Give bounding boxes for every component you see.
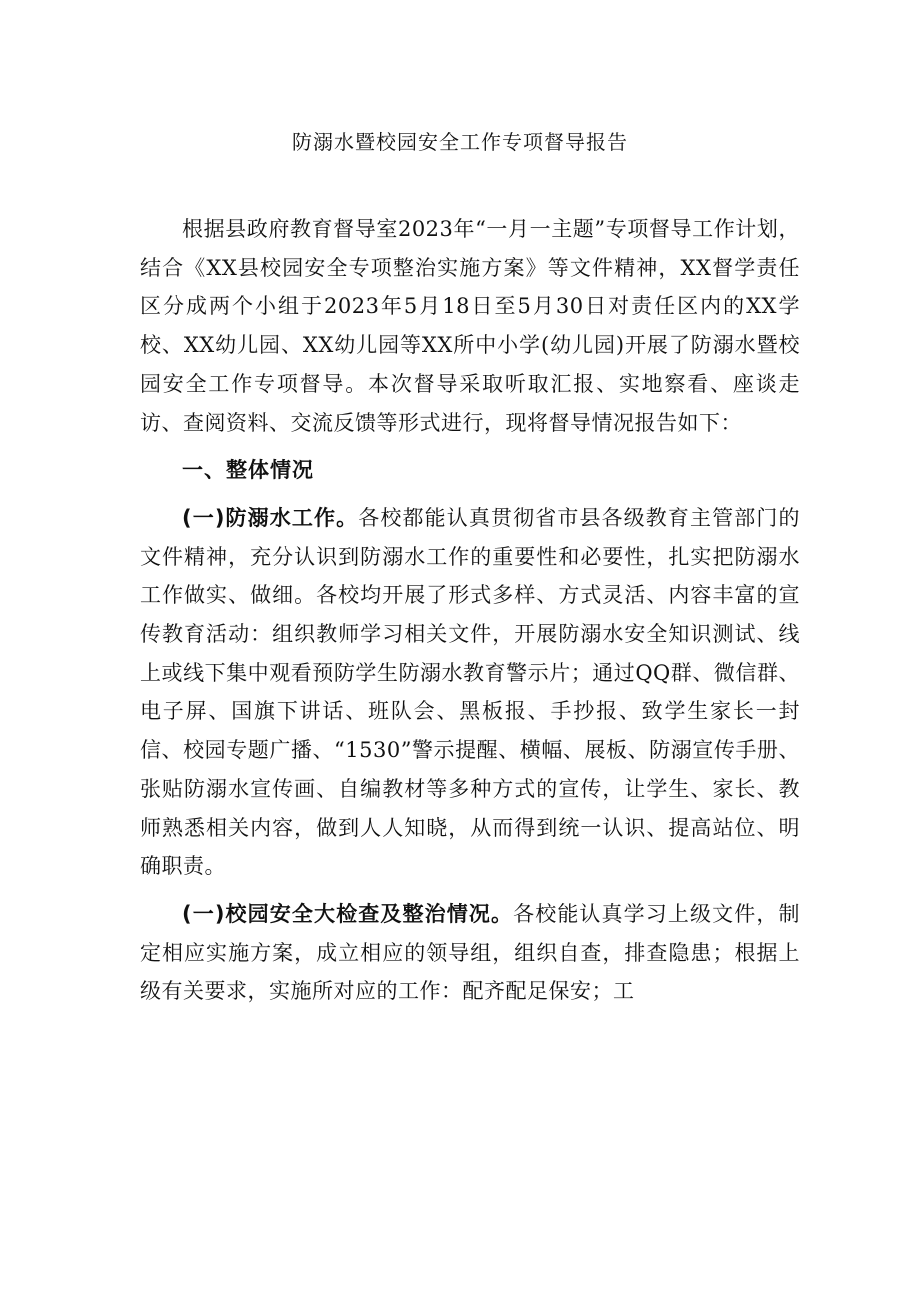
section-heading-overall: 一、整体情况: [182, 458, 314, 483]
paragraph-spacer: [140, 442, 800, 451]
item-drowning-prevention: [140, 499, 800, 886]
paragraph-spacer: [140, 886, 800, 895]
item-text-drowning: 各校都能认真贯彻省市县各级教育主管部门的文件精神，充分认识到防溺水工作的重要性和必要性，扎实把防溺水工作做实、做细。各校均开展了形式多样、方式灵活、内容丰富的宣传教育活动：组织教师学习相关文件，开展防溺水安全知识测试、线上或线下集中观看预防学生防溺水教育警示片；通过QQ群、微信群、电子屏、国旗下讲话、班队会、黑板报、手抄报、致学生家长一封信、校园专题广播、“1530”警示提醒、横幅、展板、防溺宣传手册、张贴防溺水宣传画、自编教材等多种方式的宣传，让学生、家长、教师熟悉相关内容，做到人人知晓，从而得到统一认识、提高站位、明确职责。: [140, 505, 801, 879]
item-lead-drowning: (一)防溺水工作。: [182, 505, 359, 530]
document-title: 防溺水暨校园安全工作专项督导报告: [292, 130, 628, 154]
item-text-campus-safety: 各校能认真学习上级文件，制定相应实施方案，成立相应的领导组，组织自查，排查隐患；根据上级有关要求，实施所对应的工作：配齐配足保安；工: [140, 901, 800, 1004]
paragraph-spacer: [140, 490, 800, 499]
intro-paragraph: 根据县政府教育督导室2023年“一月一主题”专项督导工作计划，结合《XX县校园安全专项整治实施方案》等文件精神，XX督学责任区分成两个小组于2023年5月18日至5月30日对责任区内的XX学校、XX幼儿园、XX幼儿园等XX所中小学(幼儿园)开展了防溺水暨校园安全工作专项督导。本次督导采取听取汇报、实地察看、座谈走访、查阅资料、交流反馈等形式进行，现将督导情况报告如下：: [140, 217, 800, 435]
item-campus-safety: [140, 895, 800, 1011]
item-lead-campus-safety: (一)校园安全大检查及整治情况。: [182, 901, 514, 926]
document-body: [140, 210, 800, 1011]
